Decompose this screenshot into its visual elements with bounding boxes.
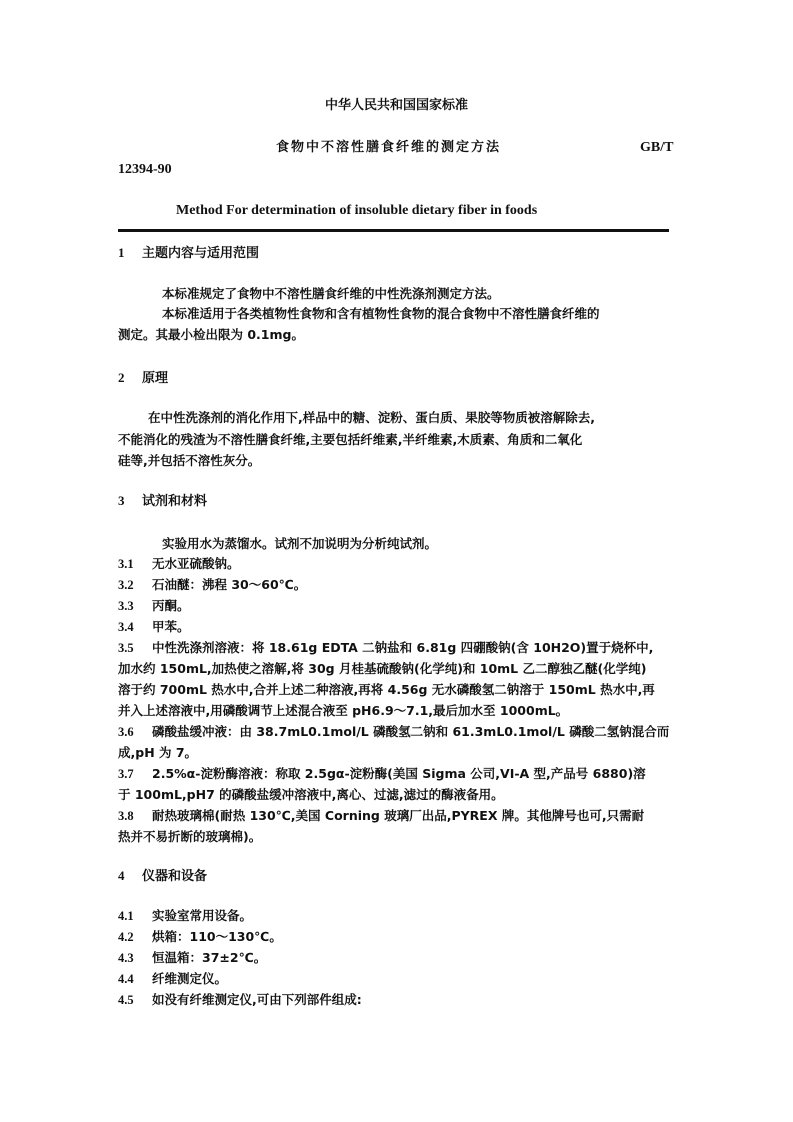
line-text: 测定。其最小检出限为 0.1mg。 xyxy=(118,327,304,342)
section-number: 3 xyxy=(118,493,125,508)
line-text: 本标准适用于各类植物性食物和含有植物性食物的混合食物中不溶性膳食纤维的 xyxy=(162,306,600,321)
section-heading xyxy=(118,493,207,510)
paragraph-line xyxy=(162,306,600,322)
item-number: 3.5 xyxy=(118,641,134,655)
section-number: 2 xyxy=(118,370,125,385)
paragraph-line xyxy=(162,536,437,552)
line-text: 烘箱：110～130℃。 xyxy=(152,929,282,944)
paragraph-line xyxy=(162,286,500,302)
item-number: 3.7 xyxy=(118,767,134,781)
line-text: 如没有纤维测定仪,可由下列部件组成: xyxy=(152,992,362,1007)
section-title: 仪器和设备 xyxy=(142,869,208,884)
item-number: 3.3 xyxy=(118,599,134,613)
list-item xyxy=(118,640,653,656)
list-item xyxy=(118,929,282,945)
list-item xyxy=(118,808,644,824)
list-item xyxy=(118,992,362,1008)
item-number: 3.8 xyxy=(118,809,134,823)
list-item xyxy=(118,556,240,572)
line-text: 溶于约 700mL 热水中,合并上述二种溶液,再将 4.56g 无水磷酸氢二钠溶于 150mL 热水中,再 xyxy=(118,682,655,697)
line-text: 2.5%α-淀粉酶溶液：称取 2.5gα-淀粉酶(美国 Sigma 公司,VI-A 型,产品号 6880)溶 xyxy=(152,766,646,781)
line-text: 磷酸盐缓冲液：由 38.7mL0.1mol/L 磷酸氢二钠和 61.3mL0.1mol/L 磷酸二氢钠混合而 xyxy=(152,724,670,739)
line-text: 成,pH 为 7。 xyxy=(118,745,198,760)
line-text: 于 100mL,pH7 的磷酸盐缓冲溶液中,离心、过滤,滤过的酶液备用。 xyxy=(118,787,504,802)
item-number: 4.1 xyxy=(118,909,134,923)
line-text: 耐热玻璃棉(耐热 130℃,美国 Corning 玻璃厂出品,PYREX 牌。其他牌号也可,只需耐 xyxy=(152,808,645,823)
section-title: 原理 xyxy=(142,371,169,386)
doc-code-number: 12394-90 xyxy=(118,162,172,177)
doc-code: GB/T xyxy=(640,140,674,155)
line-text: 甲苯。 xyxy=(152,619,190,634)
section-title: 试剂和材料 xyxy=(142,494,208,509)
section-heading xyxy=(118,370,168,387)
section-number: 1 xyxy=(118,245,125,260)
line-text: 在中性洗涤剂的消化作用下,样品中的糖、淀粉、蛋白质、果胶等物质被溶解除去, xyxy=(148,410,595,425)
line-text: 恒温箱：37±2℃。 xyxy=(152,950,267,965)
section-heading xyxy=(118,245,259,262)
paragraph-line xyxy=(118,432,582,448)
line-text: 硅等,并包括不溶性灰分。 xyxy=(118,453,261,468)
item-number: 3.6 xyxy=(118,725,134,739)
list-item-continuation xyxy=(118,829,261,845)
paragraph-line xyxy=(148,410,595,426)
item-number: 3.1 xyxy=(118,557,134,571)
list-item xyxy=(118,724,669,740)
list-item xyxy=(118,971,227,987)
section-title: 主题内容与适用范围 xyxy=(142,246,260,261)
paragraph-line xyxy=(118,327,304,343)
list-item xyxy=(118,950,266,966)
list-item xyxy=(118,577,306,593)
line-text: 并入上述溶液中,用磷酸调节上述混合液至 pH6.9～7.1,最后加水至 1000mL。 xyxy=(118,703,569,718)
line-text: 中性洗涤剂溶液：将 18.61g EDTA 二钠盐和 6.81g 四硼酸钠(含 10H2O)置于烧杯中, xyxy=(152,640,654,655)
line-text: 热并不易折断的玻璃棉)。 xyxy=(118,829,262,844)
list-item xyxy=(118,766,646,782)
list-item-continuation xyxy=(118,661,646,677)
line-text: 无水亚硫酸钠。 xyxy=(152,556,240,571)
paragraph-line xyxy=(118,453,260,469)
line-text: 实验室常用设备。 xyxy=(152,908,253,923)
item-number: 4.4 xyxy=(118,972,134,986)
line-text: 不能消化的残渣为不溶性膳食纤维,主要包括纤维素,半纤维素,木质素、角质和二氧化 xyxy=(118,432,583,447)
list-item xyxy=(118,619,190,635)
english-title: Method For determination of insoluble dietary fiber in foods xyxy=(176,203,538,218)
list-item xyxy=(118,908,252,924)
line-text: 丙酮。 xyxy=(152,598,190,613)
list-item xyxy=(118,598,190,614)
item-number: 4.3 xyxy=(118,951,134,965)
list-item-continuation xyxy=(118,787,504,803)
section-number: 4 xyxy=(118,868,125,883)
item-number: 4.5 xyxy=(118,993,134,1007)
list-item-continuation xyxy=(118,682,655,698)
line-text: 纤维测定仪。 xyxy=(152,971,228,986)
doc-title: 食物中不溶性膳食纤维的测定方法 xyxy=(276,140,502,155)
line-text: 石油醚：沸程 30～60℃。 xyxy=(152,577,307,592)
item-number: 4.2 xyxy=(118,930,134,944)
list-item-continuation xyxy=(118,745,197,761)
org-heading: 中华人民共和国国家标准 xyxy=(324,98,468,113)
title-rule xyxy=(118,229,669,232)
line-text: 加水约 150mL,加热使之溶解,将 30g 月桂基硫酸钠(化学纯)和 10mL 乙二醇独乙醚(化学纯) xyxy=(118,661,647,676)
list-item-continuation xyxy=(118,703,568,719)
line-text: 实验用水为蒸馏水。试剂不加说明为分析纯试剂。 xyxy=(162,536,438,551)
item-number: 3.2 xyxy=(118,578,134,592)
section-heading xyxy=(118,868,207,885)
line-text: 本标准规定了食物中不溶性膳食纤维的中性洗涤剂测定方法。 xyxy=(162,286,500,301)
item-number: 3.4 xyxy=(118,620,134,634)
